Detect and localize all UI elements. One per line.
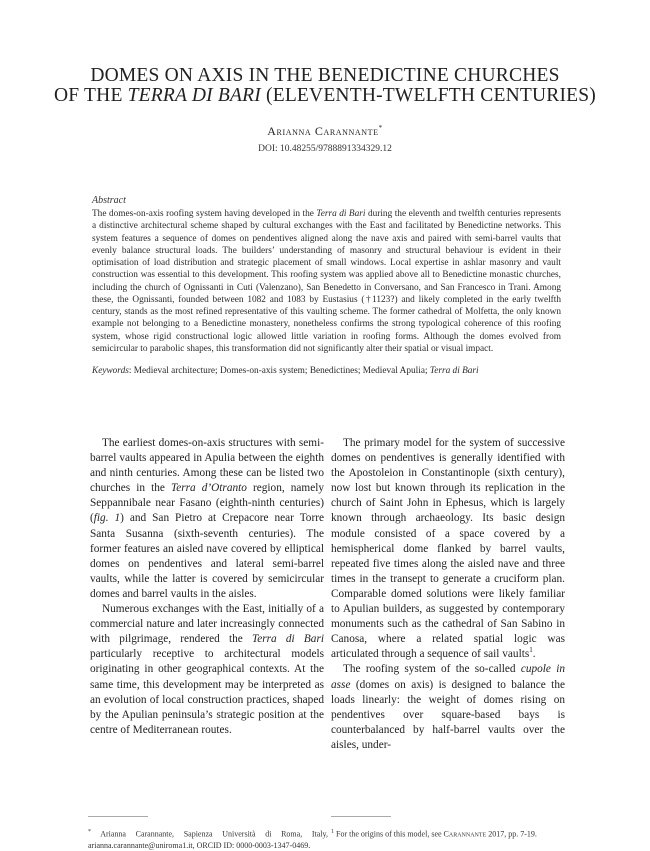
left-p2-part-b: particularly receptive to architectural models originating in other geographical contexts. At the same time, this development may be interpreted as an evolution of local construction practices, shaped by the Apulian peninsula’s strategic position at the centre of Mediterranean routes.	[90, 648, 324, 736]
title-line-2-prefix: OF THE	[54, 85, 128, 106]
keywords-list: : Medieval architecture; Domes-on-axis system; Benedictines; Medieval Apulia;	[128, 366, 430, 376]
right-p1-end: .	[532, 648, 536, 661]
left-p2-emphasis: Terra di Bari	[252, 633, 324, 646]
keywords-emphasis: Terra di Bari	[429, 366, 479, 376]
left-p2-part-a: Numerous exchanges with the East, initially of a commercial nature and later increasingly connected with pilgrimage, rendered the	[90, 603, 324, 646]
left-paragraph-1	[90, 436, 324, 602]
right-paragraph-2	[331, 662, 565, 753]
abstract-text-emphasis: Terra di Bari	[316, 209, 366, 219]
left-p1-part-c: ) and San Pietro at Crepacore near Torre Santa Susanna (sixth-seventh centuries). The former features an aisled nave covered by elliptical domes on pendentives and lateral semi-barrel vaults, while the latter is covered by semicircular domes and barrel vaults in the aisles.	[90, 512, 324, 600]
abstract-label: Abstract	[92, 195, 126, 206]
footnote-divider-right	[331, 816, 391, 817]
footnote-author	[88, 827, 328, 851]
right-p1-text: The primary model for the system of successive domes on pendentives is generally identified with the Apostoleion in Constantinople (sixth century), now lost but known through its replication in the church of Saint John in Ephesus, which is largely known through archaeology. Its basic design module consisted of a space covered by a hemispherical dome flanked by barrel vaults, repeated five times along the aisled nave and three times in the transept to generate a cruciform plan. Comparable domed solutions were likely familiar to Apulian builders, as suggested by contemporary monuments such as the cathedral of San Sabino in Canosa, where a related spatial logic was articulated through a sequence of sail vaults	[331, 437, 565, 661]
author-footnote-mark: *	[378, 124, 383, 132]
doi: DOI: 10.48255/9788891334329.12	[258, 144, 392, 154]
right-p2-emphasis: cupole in asse	[331, 663, 565, 691]
footnote-1-mark: 1	[331, 829, 334, 835]
abstract-text-part-2: during the eleventh and twelfth centuries represents a distinctive architectural scheme shaped by cultural exchanges with the East and facilitated by Benedictine networks. This system features a sequence of domes on pendentives aligned along the nave axis and paired with semi-barrel vaults that evenly balance structural loads. The builders’ understanding of masonry and structural behaviour is evident in their optimisation of load distribution and strategic placement of small windows. Local expertise in ashlar masonry and vault construction was essential to this development. This roofing system was applied above all to Benedictine monastic churches, including the church of Ognissanti in Cuti (Valenzano), San Benedetto in Conversano, and San Francesco in Trani. Among these, the Ognissanti, founded between 1082 and 1083 by Eustasius (†1123?) and likely completed in the early twelfth century, stands as the most refined representative of this vaulting scheme. The former cathedral of Molfetta, the only known example not belonging to a Benedictine monastery, nonetheless confirms the strong typological coherence of this roofing system, whose rigid constructional logic allowed little variation in roofing forms. Although the domes evolved from semicircular to parabolic shapes, this transformation did not significantly alter their spatial or visual impact.	[92, 209, 562, 354]
title-line-1: DOMES ON AXIS IN THE BENEDICTINE CHURCHES	[90, 65, 560, 86]
footnote-1-text-a: For the origins of this model, see	[334, 829, 444, 839]
left-p1-emphasis-1: Terra d’Otranto	[170, 482, 247, 495]
title-line-2-emphasis: TERRA DI BARI	[127, 85, 261, 106]
body-column-left	[90, 436, 324, 738]
right-p2-part-b: (domes on axis) is designed to balance the loads linearly: the weight of domes rising on pendentives over square-based bays is counterbalanced by half-barrel vaults over the aisles, under-	[331, 678, 565, 751]
right-p2-part-a: The roofing system of the so-called	[343, 663, 521, 676]
footnote-1-citation-author: Carannante	[443, 829, 487, 839]
title-line-2	[40, 86, 610, 106]
footnote-author-text: Arianna Carannante, Sapienza Università di Roma, Italy, arianna.carannante@uniroma1.it, ORCID ID: 0000-0003-1347-0469.	[88, 829, 328, 850]
figure-reference-link[interactable]: fig. 1	[93, 512, 121, 525]
keywords	[92, 365, 561, 377]
footnote-author-mark: *	[88, 829, 91, 835]
title-line-2-suffix: (ELEVENTH-TWELFTH CENTURIES)	[260, 85, 596, 106]
footnote-divider-left	[88, 816, 148, 817]
left-paragraph-2	[90, 602, 324, 738]
left-p1-part-a: The earliest domes-on-axis structures with semi-barrel vaults appeared in Apulia between the eighth and ninth centuries. Among these can be listed two churches in the	[90, 437, 324, 495]
footnote-1	[331, 827, 566, 840]
paper-title	[40, 66, 610, 106]
footnote-1-text-b: 2017, pp. 7-19.	[486, 829, 537, 839]
keywords-label: Keywords	[92, 366, 129, 376]
author-name: Arianna Carannante	[267, 124, 379, 138]
abstract-text	[92, 208, 561, 355]
right-paragraph-1	[331, 436, 565, 662]
footnote-reference-1[interactable]: 1	[529, 646, 533, 655]
body-column-right	[331, 436, 565, 753]
abstract-text-part-1: The domes-on-axis roofing system having developed in the	[92, 209, 317, 219]
author-line	[0, 124, 650, 139]
left-p1-part-b: region, namely Seppannibale near Fasano (eighth-ninth centuries) (	[90, 482, 324, 525]
